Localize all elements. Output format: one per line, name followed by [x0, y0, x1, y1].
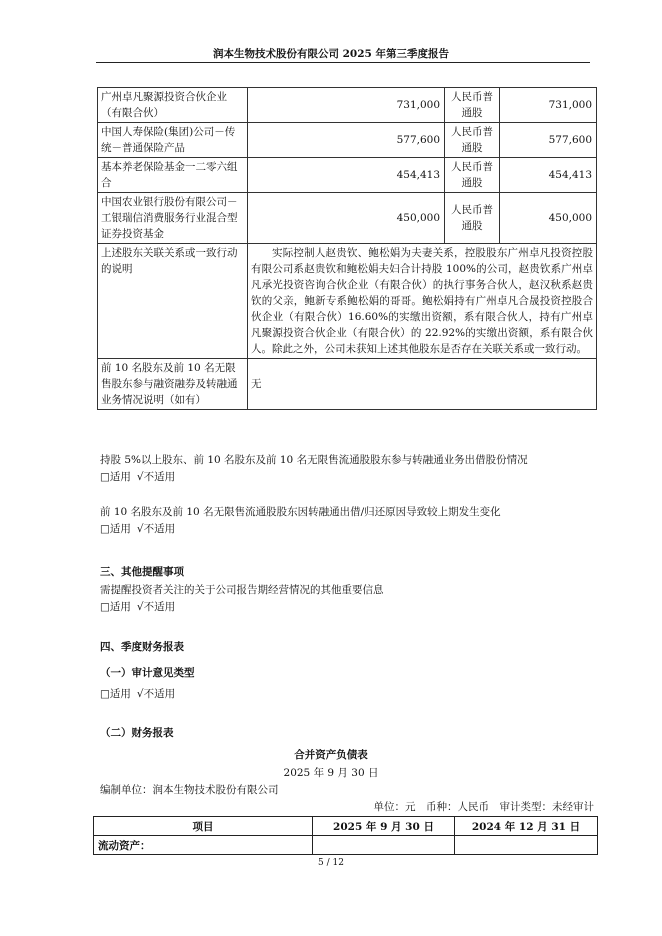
section4-sub1: （一）审计意见类型: [100, 667, 195, 679]
holder-shares: 450,000: [248, 193, 445, 244]
margin-label: 前 10 名股东及前 10 名无限售股东参与融资融券及转融通业务情况说明（如有）: [98, 359, 248, 410]
col-prior: 2024 年 12 月 31 日: [455, 817, 598, 836]
table-row: [98, 193, 597, 244]
empty-cell: [455, 836, 598, 855]
share-amount: 454,413: [500, 158, 597, 193]
section3-options: [100, 599, 600, 616]
table-row: [98, 359, 597, 410]
share-amount: 577,600: [500, 123, 597, 158]
share-amount: 731,000: [500, 88, 597, 123]
change-block: [100, 504, 600, 538]
holder-name: 中国农业银行股份有限公司－工银瑞信消费服务行业混合型证券投资基金: [98, 193, 248, 244]
option-applicable: □适用: [100, 523, 131, 535]
section3-text: 需提醒投资者关注的关于公司报告期经营情况的其他重要信息: [100, 584, 384, 596]
balance-sheet-title: 合并资产负债表: [294, 749, 368, 761]
holder-shares: 577,600: [248, 123, 445, 158]
current-assets-label: 流动资产：: [94, 836, 313, 855]
page-number: 5 / 12: [318, 858, 344, 868]
share-type: 人民币普通股: [445, 88, 500, 123]
balance-sheet-date: 2025 年 9 月 30 日: [283, 767, 379, 779]
share-type: 人民币普通股: [445, 123, 500, 158]
share-type: 人民币普通股: [445, 158, 500, 193]
option-not-applicable: √不适用: [136, 471, 176, 483]
holder-name: 中国人寿保险(集团)公司－传统－普通保险产品: [98, 123, 248, 158]
table-row: [94, 836, 598, 855]
share-amount: 450,000: [500, 193, 597, 244]
option-not-applicable: √不适用: [136, 523, 176, 535]
section3-title: 三、其他提醒事项: [100, 566, 184, 578]
empty-cell: [313, 836, 455, 855]
balance-sheet-table: [93, 816, 598, 855]
relation-label: 上述股东关联关系或一致行动的说明: [98, 244, 248, 359]
holder-shares: 731,000: [248, 88, 445, 123]
option-not-applicable: √不适用: [136, 601, 176, 613]
lending-block: [100, 452, 600, 486]
holder-shares: 454,413: [248, 158, 445, 193]
lending-options: [100, 469, 600, 486]
unit-info: 单位：元 币种：人民币 审计类型：未经审计: [373, 801, 594, 813]
option-applicable: □适用: [100, 601, 131, 613]
option-applicable: □适用: [100, 688, 131, 700]
section4-options: [100, 686, 600, 703]
header-rule: [96, 62, 590, 63]
share-type: 人民币普通股: [445, 193, 500, 244]
section4-sub2: （二）财务报表: [100, 727, 174, 739]
change-options: [100, 521, 600, 538]
section4-title: 四、季度财务报表: [100, 641, 184, 653]
margin-text: 无: [248, 359, 597, 410]
compiler-line: 编制单位：润本生物技术股份有限公司: [100, 784, 279, 796]
holder-name: 广州卓凡聚源投资合伙企业（有限合伙）: [98, 88, 248, 123]
table-row: [98, 88, 597, 123]
table-row: [98, 158, 597, 193]
lending-text: 持股 5%以上股东、前 10 名股东及前 10 名无限售流通股股东参与转融通业务出借股份情况: [100, 454, 528, 466]
table-row: [98, 123, 597, 158]
page-header-title: 润本生物技术股份有限公司 2025 年第三季度报告: [212, 48, 450, 60]
holder-name: 基本养老保险基金一二零六组合: [98, 158, 248, 193]
option-applicable: □适用: [100, 471, 131, 483]
col-item: 项目: [94, 817, 313, 836]
change-text: 前 10 名股东及前 10 名无限售流通股股东因转融通出借/归还原因导致较上期发生变化: [100, 506, 501, 518]
col-current: 2025 年 9 月 30 日: [313, 817, 455, 836]
relation-text: 实际控制人赵贵钦、鲍松娟为夫妻关系，控股股东广州卓凡投资控股有限公司系赵贵钦和鲍松娟夫妇合计持股 100%的公司，赵贵钦系广州卓凡承光投资咨询合伙企业（有限合伙）的执行事务合伙人，赵汉秋系赵贵钦的父亲，鲍新专系鲍松娟的哥哥。鲍松娟持有广州卓凡合晟投资控股合伙企业（有限合伙）16.60%的实缴出资额，系有限合伙人，持有广州卓凡聚源投资合伙企业（有限合伙）的 22.92%的实缴出资额，系有限合伙人。除此之外，公司未获知上述其他股东是否存在关联关系或一致行动。: [248, 244, 597, 359]
table-row: [98, 244, 597, 359]
table-header-row: [94, 817, 598, 836]
option-not-applicable: √不适用: [136, 688, 176, 700]
shareholders-table: [97, 87, 597, 410]
